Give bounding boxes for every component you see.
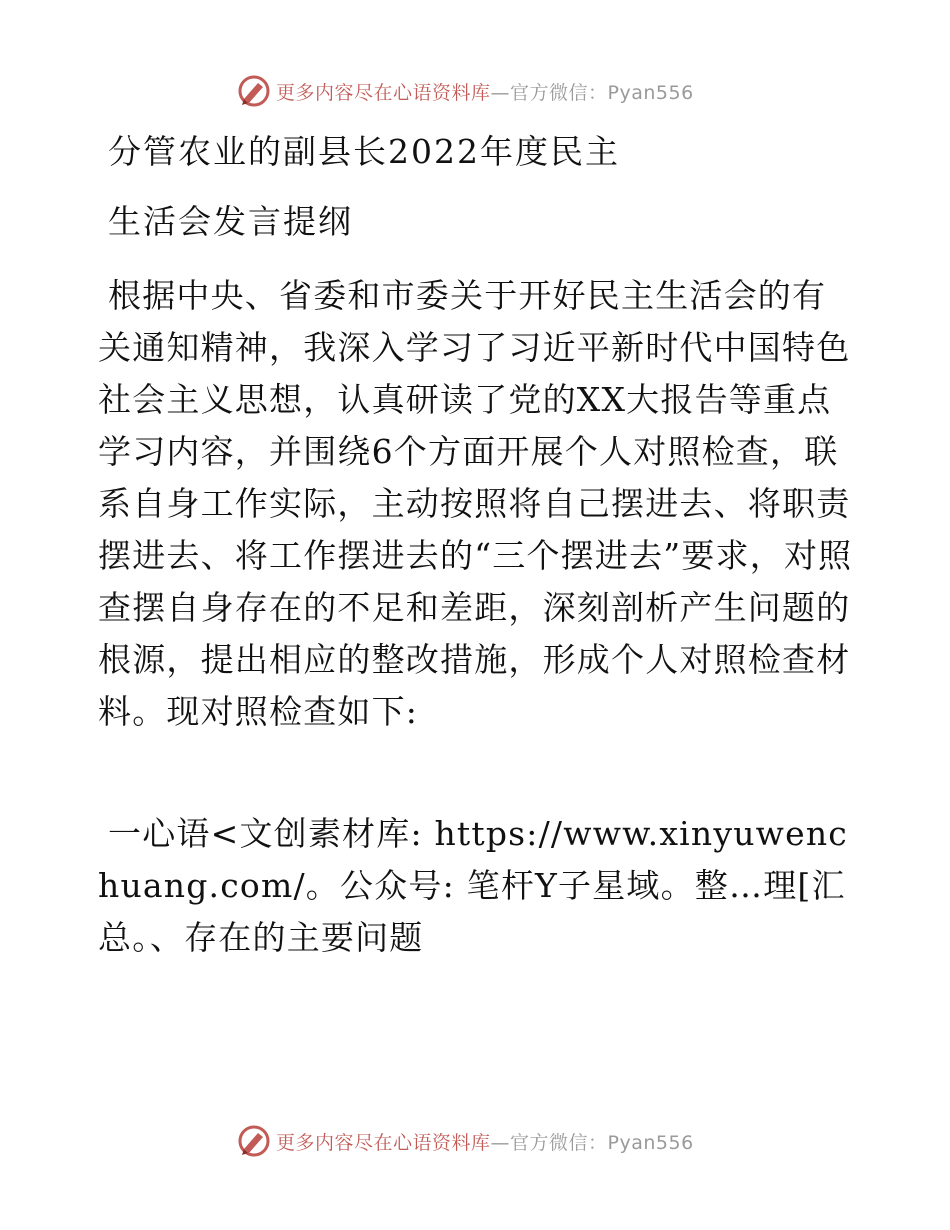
watermark-wechat-text: 官方微信：Pyan556 <box>510 1131 694 1154</box>
header-watermark <box>236 71 694 111</box>
title-line-1: 分管农业的副县长2022年度民主 <box>108 132 620 171</box>
watermark-site-text: 更多内容尽在心语资料库 <box>276 1131 491 1154</box>
watermark-dash: — <box>490 81 511 104</box>
pen-logo-icon <box>236 1123 272 1159</box>
pen-logo-icon <box>236 73 272 109</box>
body-paragraph-1: 根据中央、省委和市委关于开好民主生活会的有关通知精神，我深入学习了习近平新时代中国特色社会主义思想，认真研读了党的XX大报告等重点学习内容，并围绕6个方面开展个人对照检查，联系自身工作实际，主动按照将自己摆进去、将职责摆进去、将工作摆进去的“三个摆进去”要求，对照查摆自身存在的不足和差距，深刻剖析产生问题的根源，提出相应的整改措施，形成个人对照检查材料。现对照检查如下: <box>98 276 853 731</box>
watermark-dash: — <box>490 1131 511 1154</box>
title-line-2: 生活会发言提纲 <box>108 202 353 241</box>
footer-watermark <box>236 1121 694 1161</box>
watermark-wechat-text: 官方微信：Pyan556 <box>510 81 694 104</box>
body-paragraph-2: 一心语<文创素材库: https://www.xinyuwenchuang.com/。公众号: 笔杆Y子星域。整…理[汇总。、存在的主要问题 <box>98 814 848 957</box>
watermark-text <box>276 78 694 105</box>
watermark-text <box>276 1128 694 1155</box>
watermark-site-text: 更多内容尽在心语资料库 <box>276 81 491 104</box>
